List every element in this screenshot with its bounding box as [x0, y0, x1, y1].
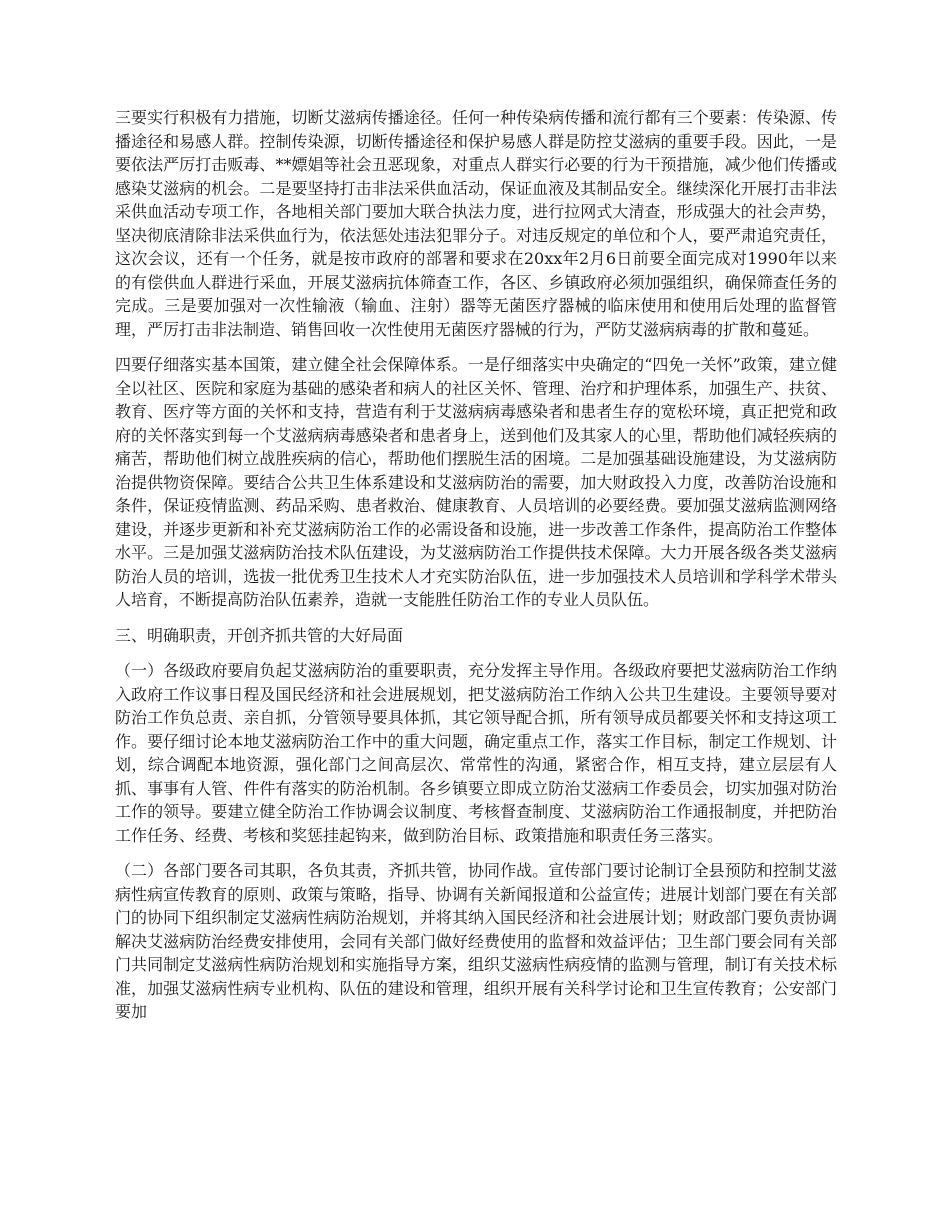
paragraph-social-security: 四要仔细落实基本国策，建立健全社会保障体系。一是仔细落实中央确定的“四免一关怀”政策，建立健全以社区、医院和家庭为基础的感染者和病人的社区关怀、管理、治疗和护理体系，加强生产、扶贫、教育、医疗等方面的关怀和支持，营造有利于艾滋病病毒感染者和患者生存的宽松环境，真正把党和政府的关怀落实到每一个艾滋病病毒感染者和患者身上，送到他们及其家人的心里，帮助他们减轻疾病的痛苦，帮助他们树立战胜疾病的信心，帮助他们摆脱生活的困境。二是加强基础设施建设，为艾滋病防治提供物资保障。要结合公共卫生体系建设和艾滋病防治的需要，加大财政投入力度，改善防治设施和条件，保证疫情监测、药品采购、患者救治、健康教育、人员培训的必要经费。要加强艾滋病监测网络建设，并逐步更新和补充艾滋病防治工作的必需设备和设施，进一步改善工作条件，提高防治工作整体水平。三是加强艾滋病防治技术队伍建设，为艾滋病防治工作提供技术保障。大力开展各级各类艾滋病防治人员的培训，选拔一批优秀卫生技术人才充实防治队伍，进一步加强技术人员培训和学科学术带头人培育，不断提高防治队伍素养，造就一支能胜任防治工作的专业人员队伍。: [115, 355, 837, 609]
paragraph-department-duty: （二）各部门要各司其职，各负其责，齐抓共管，协同作战。宣传部门要讨论制订全县预防和控制艾滋病性病宣传教育的原则、政策与策略，指导、协调有关新闻报道和公益宣传；进展计划部门要在有关部门的协同下组织制定艾滋病性病防治规划，并将其纳入国民经济和社会进展计划；财政部门要负责协调解决艾滋病防治经费安排使用，会同有关部门做好经费使用的监督和效益评估；卫生部门要会同有关部门共同制定艾滋病性病防治规划和实施指导方案，组织艾滋病性病疫情的监测与管理，制订有关技术标准，加强艾滋病性病专业机构、队伍的建设和管理，组织开展有关科学讨论和卫生宣传教育；公安部门要加: [115, 861, 837, 1021]
paragraph-measures: 三要实行积极有力措施，切断艾滋病传播途径。任何一种传染病传播和流行都有三个要素：传染源、传播途径和易感人群。控制传染源，切断传播途径和保护易感人群是防控艾滋病的重要手段。因此，一是要依法严厉打击贩毒、**嫖娼等社会丑恶现象，对重点人群实行必要的行为干预措施，减少他们传播或感染艾滋病的机会。二是要坚持打击非法采供血活动，保证血液及其制品安全。继续深化开展打击非法采供血活动专项工作，各地相关部门要加大联合执法力度，进行拉网式大清查，形成强大的社会声势，坚决彻底清除非法采供血行为，依法惩处违法犯罪分子。对违反规定的单位和个人，要严肃追究责任，这次会议，还有一个任务，就是按市政府的部署和要求在20xx年2月6日前要全面完成对1990年以来的有偿供血人群进行采血，开展艾滋病抗体筛查工作，各区、乡镇政府必须加强组织，确保筛查任务的完成。三是要加强对一次性输液（输血、注射）器等无菌医疗器械的临床使用和使用后处理的监督管理，严厉打击非法制造、销售回收一次性使用无菌医疗器械的行为，严防艾滋病病毒的扩散和蔓延。: [115, 108, 837, 339]
section-heading: 三、明确职责，开创齐抓共管的大好局面: [115, 625, 404, 645]
document-page: [115, 106, 837, 1036]
paragraph-government-duty: （一）各级政府要肩负起艾滋病防治的重要职责，充分发挥主导作用。各级政府要把艾滋病防治工作纳入政府工作议事日程及国民经济和社会进展规划，把艾滋病防治工作纳入公共卫生建设。主要领导要对防治工作负总责、亲自抓，分管领导要具体抓，其它领导配合抓，所有领导成员都要关怀和支持这项工作。要仔细讨论本地艾滋病防治工作中的重大问题，确定重点工作，落实工作目标，制定工作规划、计划，综合调配本地资源，强化部门之间高层次、常常性的沟通，紧密合作，相互支持，建立层层有人抓、事事有人管、件件有落实的防治机制。各乡镇要立即成立防治艾滋病工作委员会，切实加强对防治工作的领导。要建立健全防治工作协调会议制度、考核督查制度、艾滋病防治工作通报制度，并把防治工作任务、经费、考核和奖惩挂起钩来，做到防治目标、政策措施和职责任务三落实。: [115, 661, 837, 845]
